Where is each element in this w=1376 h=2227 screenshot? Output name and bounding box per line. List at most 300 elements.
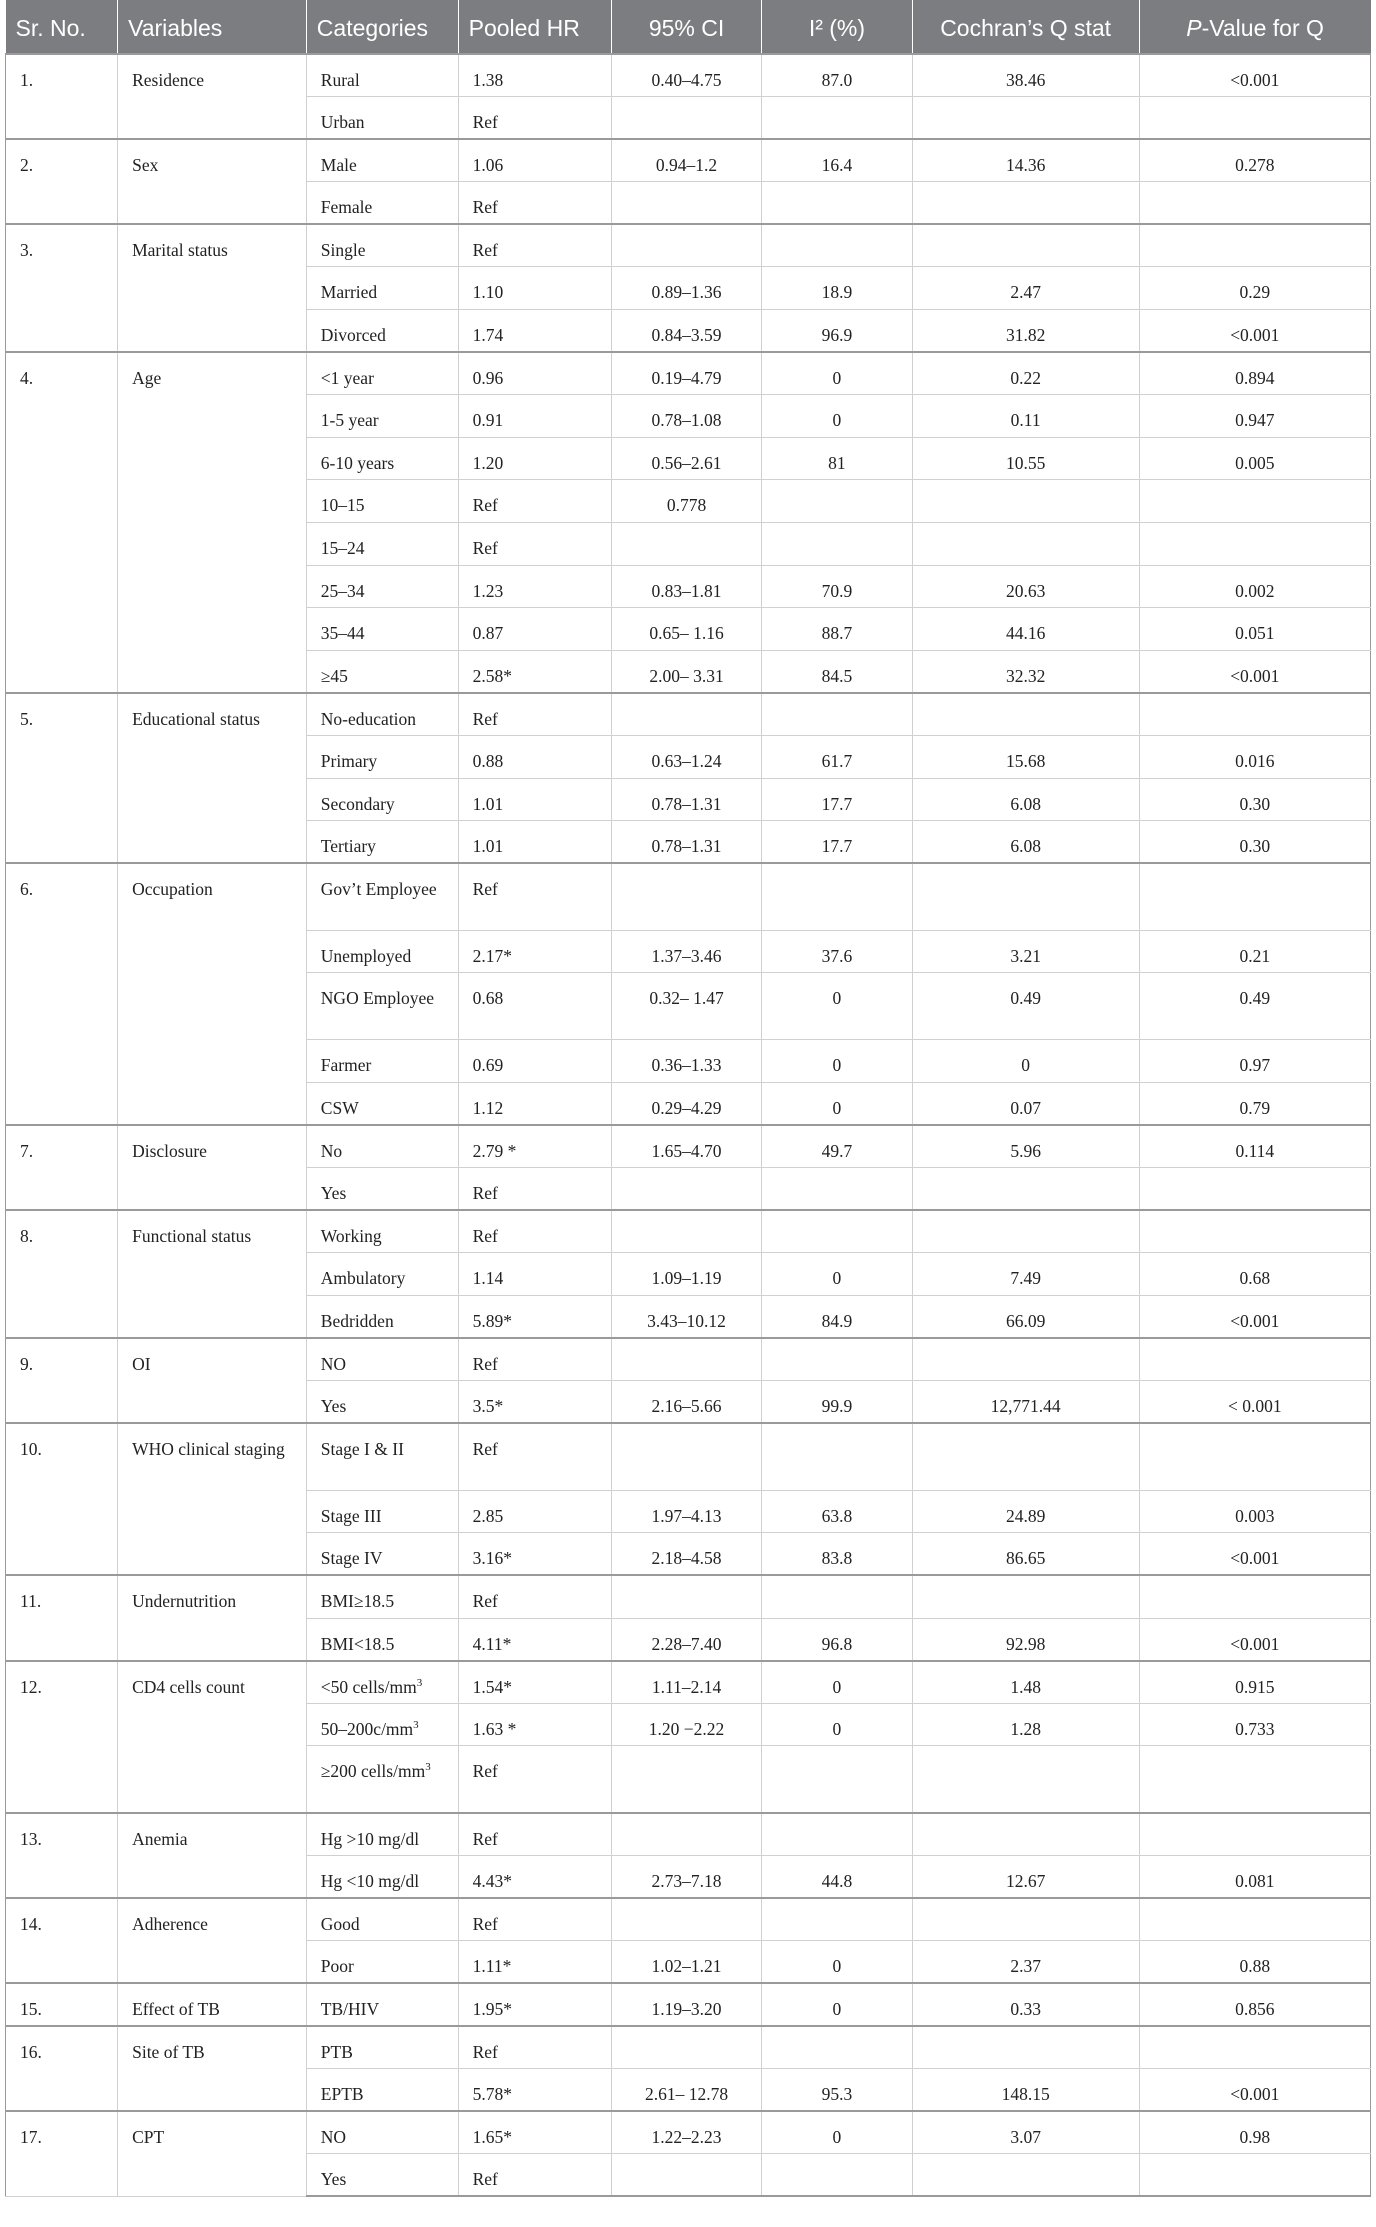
cell-variable: Anemia xyxy=(118,1813,307,1898)
cell-p-value xyxy=(1139,1210,1370,1253)
cell-ci xyxy=(611,1575,761,1618)
cell-q-stat xyxy=(912,97,1139,140)
table-body xyxy=(6,54,1371,2196)
cell-q-stat: 1.48 xyxy=(912,1661,1139,1704)
cell-category xyxy=(306,523,458,566)
cell-pooled-hr: 4.11* xyxy=(458,1618,611,1661)
cell-ci: 0.84–3.59 xyxy=(611,310,761,353)
cell-category xyxy=(306,1575,458,1618)
cell-pooled-hr: 1.14 xyxy=(458,1253,611,1296)
cell-q-stat: 10.55 xyxy=(912,437,1139,480)
category-label: Stage IV xyxy=(320,1548,383,1569)
category-label: Ambulatory xyxy=(320,1268,406,1289)
category-label: No-education xyxy=(320,708,417,729)
category-label: Yes xyxy=(320,1396,347,1417)
cell-q-stat: 5.96 xyxy=(912,1125,1139,1168)
cell-p-value: 0.49 xyxy=(1139,973,1370,1040)
cell-q-stat xyxy=(912,182,1139,225)
cell-q-stat xyxy=(912,224,1139,267)
category-label: PTB xyxy=(320,2041,353,2062)
cell-p-value xyxy=(1139,1338,1370,1381)
cell-pooled-hr: Ref xyxy=(458,1746,611,1813)
category-label: NO xyxy=(320,2126,347,2147)
cell-pooled-hr: 1.06 xyxy=(458,139,611,182)
cell-ci: 3.43–10.12 xyxy=(611,1295,761,1338)
cell-i2 xyxy=(762,1338,912,1381)
cell-q-stat: 3.07 xyxy=(912,2111,1139,2154)
cell-i2 xyxy=(762,1210,912,1253)
cell-pooled-hr: 5.78* xyxy=(458,2068,611,2111)
cell-p-value: 0.733 xyxy=(1139,1703,1370,1746)
category-label: 10–15 xyxy=(320,495,365,516)
cell-i2 xyxy=(762,693,912,736)
cell-pooled-hr: 1.11* xyxy=(458,1941,611,1984)
cell-i2: 99.9 xyxy=(762,1381,912,1424)
cell-pooled-hr: Ref xyxy=(458,97,611,140)
category-label: NO xyxy=(320,1354,347,1375)
cell-category xyxy=(306,1661,458,1704)
cell-ci xyxy=(611,863,761,930)
cell-pooled-hr: Ref xyxy=(458,1210,611,1253)
cell-ci: 0.56–2.61 xyxy=(611,437,761,480)
cell-pooled-hr: Ref xyxy=(458,480,611,523)
category-label: Good xyxy=(320,1913,360,1934)
cell-ci xyxy=(611,224,761,267)
cell-p-value xyxy=(1139,97,1370,140)
cell-ci: 1.97–4.13 xyxy=(611,1490,761,1533)
cell-i2 xyxy=(762,224,912,267)
category-label: Stage III xyxy=(320,1505,382,1526)
cell-i2 xyxy=(762,97,912,140)
cell-category xyxy=(306,395,458,438)
cell-sr-no: 17. xyxy=(6,2111,118,2196)
category-label: CSW xyxy=(320,1097,359,1118)
cell-pooled-hr: 0.69 xyxy=(458,1040,611,1083)
header-variables: Variables xyxy=(118,0,307,54)
cell-p-value: <0.001 xyxy=(1139,1295,1370,1338)
cell-i2: 63.8 xyxy=(762,1490,912,1533)
cell-variable: Occupation xyxy=(118,863,307,1125)
cell-category xyxy=(306,650,458,693)
cell-q-stat: 38.46 xyxy=(912,54,1139,97)
cell-i2: 95.3 xyxy=(762,2068,912,2111)
category-label: Farmer xyxy=(320,1055,372,1076)
cell-q-stat: 0.11 xyxy=(912,395,1139,438)
cell-pooled-hr: 0.96 xyxy=(458,352,611,395)
cell-i2: 0 xyxy=(762,1661,912,1704)
cell-i2: 17.7 xyxy=(762,778,912,821)
cell-pooled-hr: 0.87 xyxy=(458,608,611,651)
cell-sr-no: 15. xyxy=(6,1983,118,2026)
cell-q-stat xyxy=(912,693,1139,736)
cell-pooled-hr: Ref xyxy=(458,2154,611,2197)
cell-q-stat: 12.67 xyxy=(912,1855,1139,1898)
category-label: ≥200 cells/mm xyxy=(320,1761,426,1782)
category-label: <50 cells/mm xyxy=(320,1676,417,1697)
cell-p-value: 0.21 xyxy=(1139,930,1370,973)
cell-q-stat xyxy=(912,1813,1139,1856)
category-label: BMI<18.5 xyxy=(320,1633,395,1654)
cell-pooled-hr: Ref xyxy=(458,1423,611,1490)
category-label: NGO Employee xyxy=(320,988,435,1009)
cell-i2: 0 xyxy=(762,973,912,1040)
cell-p-value xyxy=(1139,863,1370,930)
cell-ci: 0.89–1.36 xyxy=(611,267,761,310)
table-row xyxy=(6,1898,1371,1941)
cell-p-value: 0.005 xyxy=(1139,437,1370,480)
cell-category xyxy=(306,693,458,736)
cell-ci: 0.19–4.79 xyxy=(611,352,761,395)
cell-p-value: 0.003 xyxy=(1139,1490,1370,1533)
table-row xyxy=(6,863,1371,930)
cell-sr-no: 1. xyxy=(6,54,118,139)
cell-q-stat: 24.89 xyxy=(912,1490,1139,1533)
cell-q-stat: 20.63 xyxy=(912,565,1139,608)
cell-i2 xyxy=(762,523,912,566)
cell-pooled-hr: 1.74 xyxy=(458,310,611,353)
cell-pooled-hr: 1.54* xyxy=(458,1661,611,1704)
cell-ci: 1.09–1.19 xyxy=(611,1253,761,1296)
cell-q-stat xyxy=(912,863,1139,930)
cell-i2: 0 xyxy=(762,1040,912,1083)
header-i2: I² (%) xyxy=(762,0,912,54)
cell-p-value: <0.001 xyxy=(1139,1533,1370,1576)
cell-ci: 0.65– 1.16 xyxy=(611,608,761,651)
cell-i2 xyxy=(762,1423,912,1490)
cell-variable: Sex xyxy=(118,139,307,224)
cell-p-value: 0.30 xyxy=(1139,821,1370,864)
cell-pooled-hr: 4.43* xyxy=(458,1855,611,1898)
cell-pooled-hr: 1.38 xyxy=(458,54,611,97)
cell-i2: 70.9 xyxy=(762,565,912,608)
cell-variable: Disclosure xyxy=(118,1125,307,1210)
table-row xyxy=(6,1661,1371,1704)
cell-q-stat: 3.21 xyxy=(912,930,1139,973)
cell-q-stat xyxy=(912,1898,1139,1941)
cell-i2 xyxy=(762,1746,912,1813)
cell-p-value xyxy=(1139,1168,1370,1211)
cell-ci xyxy=(611,1746,761,1813)
cell-ci xyxy=(611,1813,761,1856)
table-row xyxy=(6,2111,1371,2154)
cell-q-stat xyxy=(912,1168,1139,1211)
category-label: BMI≥18.5 xyxy=(320,1591,395,1612)
category-label: 6-10 years xyxy=(320,452,395,473)
cell-category xyxy=(306,1295,458,1338)
cell-variable: CD4 cells count xyxy=(118,1661,307,1813)
cell-ci: 0.94–1.2 xyxy=(611,139,761,182)
cell-category xyxy=(306,267,458,310)
cell-q-stat: 66.09 xyxy=(912,1295,1139,1338)
cell-p-value: 0.051 xyxy=(1139,608,1370,651)
category-label: Gov’t Employee xyxy=(320,879,437,900)
cell-ci xyxy=(611,182,761,225)
cell-category xyxy=(306,352,458,395)
cell-p-value: 0.278 xyxy=(1139,139,1370,182)
cell-q-stat: 44.16 xyxy=(912,608,1139,651)
cell-category xyxy=(306,1381,458,1424)
cell-i2: 83.8 xyxy=(762,1533,912,1576)
cell-p-value xyxy=(1139,1898,1370,1941)
category-label: <1 year xyxy=(320,368,374,389)
cell-p-value: 0.016 xyxy=(1139,736,1370,779)
category-superscript: 3 xyxy=(416,1676,423,1689)
cell-q-stat xyxy=(912,1575,1139,1618)
cell-category xyxy=(306,1253,458,1296)
table-header xyxy=(6,0,1371,54)
category-label: Yes xyxy=(320,2169,347,2190)
cell-p-value: 0.114 xyxy=(1139,1125,1370,1168)
category-label: Bedridden xyxy=(320,1310,394,1331)
category-label: Yes xyxy=(320,1183,347,1204)
cell-p-value: 0.68 xyxy=(1139,1253,1370,1296)
cell-p-value: 0.002 xyxy=(1139,565,1370,608)
cell-pooled-hr: 1.10 xyxy=(458,267,611,310)
cell-i2: 49.7 xyxy=(762,1125,912,1168)
cell-category xyxy=(306,1125,458,1168)
header-ci: 95% CI xyxy=(611,0,761,54)
category-label: Poor xyxy=(320,1956,354,1977)
cell-variable: Effect of TB xyxy=(118,1983,307,2026)
cell-pooled-hr: 1.20 xyxy=(458,437,611,480)
cell-pooled-hr: 1.63 * xyxy=(458,1703,611,1746)
cell-pooled-hr: 2.58* xyxy=(458,650,611,693)
cell-p-value: 0.915 xyxy=(1139,1661,1370,1704)
cell-q-stat: 86.65 xyxy=(912,1533,1139,1576)
cell-q-stat xyxy=(912,523,1139,566)
cell-p-value xyxy=(1139,480,1370,523)
table-row xyxy=(6,224,1371,267)
cell-ci: 1.11–2.14 xyxy=(611,1661,761,1704)
cell-ci: 1.22–2.23 xyxy=(611,2111,761,2154)
cell-pooled-hr: 1.12 xyxy=(458,1082,611,1125)
cell-q-stat: 15.68 xyxy=(912,736,1139,779)
cell-p-value xyxy=(1139,523,1370,566)
cell-ci: 2.28–7.40 xyxy=(611,1618,761,1661)
cell-pooled-hr: 3.16* xyxy=(458,1533,611,1576)
cell-p-value: <0.001 xyxy=(1139,2068,1370,2111)
cell-category xyxy=(306,821,458,864)
cell-i2: 88.7 xyxy=(762,608,912,651)
cell-ci xyxy=(611,1338,761,1381)
cell-i2: 0 xyxy=(762,1941,912,1984)
cell-pooled-hr: 1.01 xyxy=(458,821,611,864)
cell-i2: 84.9 xyxy=(762,1295,912,1338)
cell-q-stat: 2.37 xyxy=(912,1941,1139,1984)
cell-i2: 0 xyxy=(762,352,912,395)
cell-category xyxy=(306,2068,458,2111)
cell-variable: Age xyxy=(118,352,307,693)
cell-sr-no: 10. xyxy=(6,1423,118,1575)
cell-sr-no: 12. xyxy=(6,1661,118,1813)
cell-ci xyxy=(611,693,761,736)
table-row xyxy=(6,693,1371,736)
cell-i2: 17.7 xyxy=(762,821,912,864)
cell-sr-no: 8. xyxy=(6,1210,118,1338)
cell-ci: 2.61– 12.78 xyxy=(611,2068,761,2111)
cell-pooled-hr: 0.88 xyxy=(458,736,611,779)
category-label: Urban xyxy=(320,112,365,133)
cell-q-stat: 0.07 xyxy=(912,1082,1139,1125)
cell-category xyxy=(306,437,458,480)
cell-category xyxy=(306,1423,458,1490)
category-label: Divorced xyxy=(320,325,386,346)
category-label: No xyxy=(320,1141,343,1162)
cell-category xyxy=(306,1983,458,2026)
category-label: Secondary xyxy=(320,793,395,814)
cell-sr-no: 6. xyxy=(6,863,118,1125)
category-label: EPTB xyxy=(320,2083,364,2104)
cell-q-stat xyxy=(912,2154,1139,2197)
cell-p-value xyxy=(1139,224,1370,267)
cell-pooled-hr: 1.95* xyxy=(458,1983,611,2026)
cell-p-value: < 0.001 xyxy=(1139,1381,1370,1424)
cell-pooled-hr: 2.79 * xyxy=(458,1125,611,1168)
cell-ci: 0.78–1.31 xyxy=(611,778,761,821)
cell-ci: 0.78–1.08 xyxy=(611,395,761,438)
cell-variable: WHO clinical staging xyxy=(118,1423,307,1575)
cell-q-stat: 0.22 xyxy=(912,352,1139,395)
cell-ci: 0.36–1.33 xyxy=(611,1040,761,1083)
cell-q-stat: 0 xyxy=(912,1040,1139,1083)
category-label: Working xyxy=(320,1226,382,1247)
cell-category xyxy=(306,2111,458,2154)
category-label: 25–34 xyxy=(320,580,365,601)
cell-p-value: 0.894 xyxy=(1139,352,1370,395)
cell-category xyxy=(306,778,458,821)
cell-p-value: 0.081 xyxy=(1139,1855,1370,1898)
cell-q-stat: 31.82 xyxy=(912,310,1139,353)
cell-ci: 1.20 −2.22 xyxy=(611,1703,761,1746)
cell-category xyxy=(306,97,458,140)
cell-ci xyxy=(611,2154,761,2197)
cell-sr-no: 11. xyxy=(6,1575,118,1660)
cell-category xyxy=(306,736,458,779)
table-row xyxy=(6,1210,1371,1253)
cell-q-stat: 14.36 xyxy=(912,139,1139,182)
category-label: Female xyxy=(320,197,373,218)
cell-p-value xyxy=(1139,182,1370,225)
header-p-rest: -Value for Q xyxy=(1201,15,1324,41)
cell-category xyxy=(306,139,458,182)
cell-sr-no: 16. xyxy=(6,2026,118,2111)
cell-ci: 0.78–1.31 xyxy=(611,821,761,864)
cell-pooled-hr: 3.5* xyxy=(458,1381,611,1424)
cell-q-stat xyxy=(912,480,1139,523)
cell-sr-no: 4. xyxy=(6,352,118,693)
header-p-italic: P xyxy=(1186,15,1202,41)
cell-q-stat: 148.15 xyxy=(912,2068,1139,2111)
cell-ci: 2.00– 3.31 xyxy=(611,650,761,693)
cell-variable: Educational status xyxy=(118,693,307,863)
cell-pooled-hr: Ref xyxy=(458,863,611,930)
cell-category xyxy=(306,1490,458,1533)
cell-category xyxy=(306,2154,458,2197)
hazard-ratio-table xyxy=(5,0,1371,2197)
cell-ci: 2.73–7.18 xyxy=(611,1855,761,1898)
cell-category xyxy=(306,54,458,97)
cell-ci: 0.40–4.75 xyxy=(611,54,761,97)
cell-q-stat: 7.49 xyxy=(912,1253,1139,1296)
cell-i2 xyxy=(762,1575,912,1618)
header-q-stat: Cochran’s Q stat xyxy=(912,0,1139,54)
cell-i2: 0 xyxy=(762,2111,912,2154)
cell-p-value xyxy=(1139,1575,1370,1618)
cell-i2: 0 xyxy=(762,1253,912,1296)
cell-i2: 96.9 xyxy=(762,310,912,353)
cell-pooled-hr: Ref xyxy=(458,693,611,736)
cell-category xyxy=(306,224,458,267)
table-row xyxy=(6,139,1371,182)
cell-q-stat xyxy=(912,2026,1139,2069)
cell-p-value: 0.29 xyxy=(1139,267,1370,310)
cell-category xyxy=(306,1618,458,1661)
cell-ci: 0.83–1.81 xyxy=(611,565,761,608)
cell-i2: 16.4 xyxy=(762,139,912,182)
cell-q-stat: 12,771.44 xyxy=(912,1381,1139,1424)
cell-sr-no: 7. xyxy=(6,1125,118,1210)
category-label: Unemployed xyxy=(320,945,412,966)
cell-p-value: 0.79 xyxy=(1139,1082,1370,1125)
cell-pooled-hr: 1.65* xyxy=(458,2111,611,2154)
cell-p-value: 0.97 xyxy=(1139,1040,1370,1083)
cell-q-stat xyxy=(912,1746,1139,1813)
cell-q-stat: 32.32 xyxy=(912,650,1139,693)
category-superscript: 3 xyxy=(413,1718,419,1731)
header-pooled-hr: Pooled HR xyxy=(458,0,611,54)
table-row xyxy=(6,1813,1371,1856)
cell-category xyxy=(306,2026,458,2069)
cell-ci xyxy=(611,1210,761,1253)
cell-ci: 2.18–4.58 xyxy=(611,1533,761,1576)
cell-ci: 1.37–3.46 xyxy=(611,930,761,973)
cell-category xyxy=(306,608,458,651)
cell-i2 xyxy=(762,1898,912,1941)
cell-p-value: <0.001 xyxy=(1139,1618,1370,1661)
cell-variable: Marital status xyxy=(118,224,307,352)
header-p-value xyxy=(1139,0,1370,54)
cell-ci: 1.02–1.21 xyxy=(611,1941,761,1984)
cell-i2: 0 xyxy=(762,395,912,438)
cell-ci xyxy=(611,97,761,140)
cell-i2 xyxy=(762,182,912,225)
cell-category xyxy=(306,1082,458,1125)
cell-ci: 0.778 xyxy=(611,480,761,523)
cell-p-value xyxy=(1139,693,1370,736)
cell-ci xyxy=(611,1423,761,1490)
cell-p-value: <0.001 xyxy=(1139,54,1370,97)
cell-pooled-hr: Ref xyxy=(458,1575,611,1618)
cell-pooled-hr: 0.91 xyxy=(458,395,611,438)
cell-q-stat: 1.28 xyxy=(912,1703,1139,1746)
category-label: Rural xyxy=(320,70,360,90)
cell-i2 xyxy=(762,2026,912,2069)
category-superscript: 3 xyxy=(425,1761,431,1774)
cell-q-stat: 0.49 xyxy=(912,973,1139,1040)
cell-ci: 1.19–3.20 xyxy=(611,1983,761,2026)
cell-ci: 1.65–4.70 xyxy=(611,1125,761,1168)
cell-q-stat xyxy=(912,1338,1139,1381)
cell-category xyxy=(306,1813,458,1856)
cell-ci xyxy=(611,1168,761,1211)
cell-category xyxy=(306,863,458,930)
category-label: 1-5 year xyxy=(320,410,379,431)
cell-variable: Site of TB xyxy=(118,2026,307,2111)
cell-pooled-hr: 1.23 xyxy=(458,565,611,608)
cell-p-value xyxy=(1139,1746,1370,1813)
cell-p-value xyxy=(1139,2026,1370,2069)
cell-category xyxy=(306,1703,458,1746)
